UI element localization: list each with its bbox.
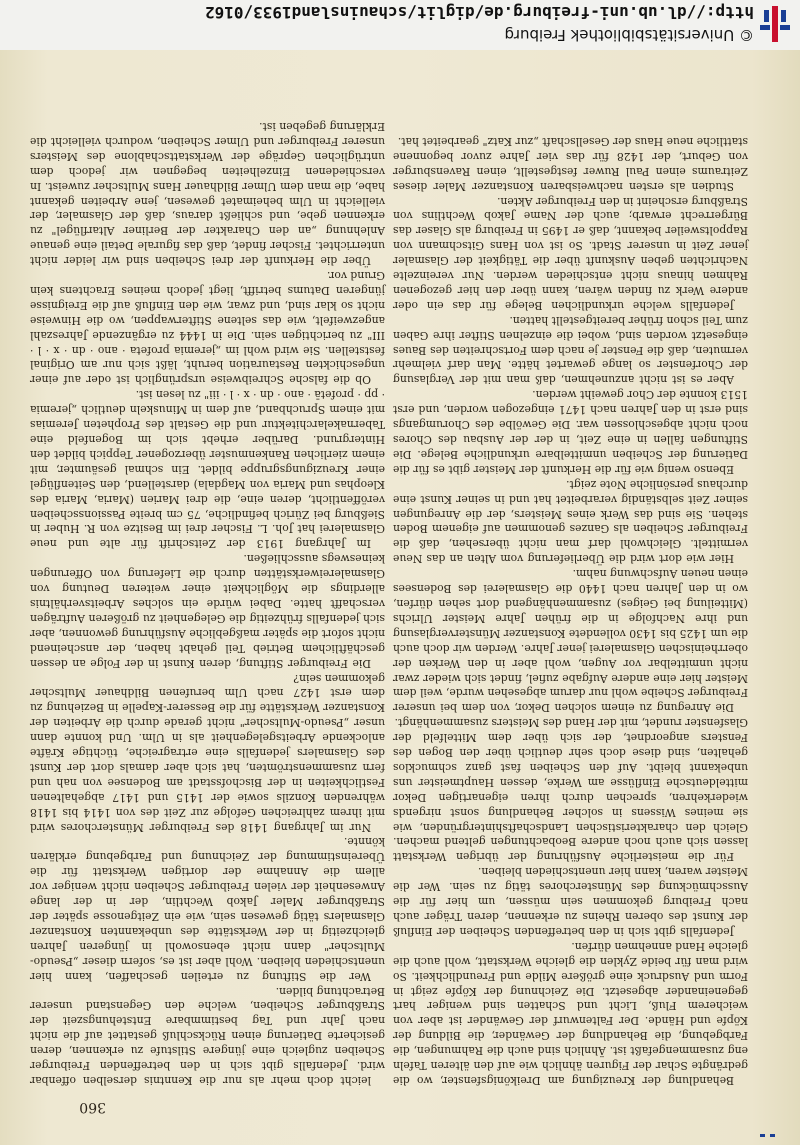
paragraph: Ob die falsche Schreibweise ursprünglich ist oder auf einer ungeschickten Restauration beruht, läßt sich nur am Original feststellen. Sie wird wohl im „jeremia profeta · ano · dn · x · l · III" zu berichtigen sein. Die in 1444 zu ergänzende Jahreszahl angezweifelt, wie das seltene Stifterwappen, wo die Hinweise nicht so klar sind, und zwar, wie den Einfluß auf die Ereignisse jüngeren Datums betrifft, liegt jedoch meines Erachtens kein Grund vor.	[30, 269, 385, 387]
paragraph: Über die Herkunft der drei Scheiben sind wir leider nicht unterrichtet. Fischer findet, daß das figurale Detail eine genaue Anlehnung „an den Charakter der Berliner Altarflügel" zu erkennen gebe, und schließt daraus, daß der Glasmaler, der vielleicht in Ulm beheimatet gewesen, jene Arbeiten gekannt habe, die man dem Ulmer Bildhauer Hans Multscher zuweist. In verschiedenen Einzelheiten begegnen wir jedoch dem untrüglichen Gepräge der Werkstattschablone des Meisters unserer Freiburger und Ulmer Scheiben, wodurch vielleicht die Erklärung gegeben ist.	[30, 120, 385, 268]
paragraph: Die Anregung zu einem solchen Dekor, von dem bei unserer Freiburger Scheibe wohl nur darum abgesehen wurde, weil dem Meister hier eine andere Aufgabe zufiel, findet sich wieder zwar nicht unmittelbar vor Augen, wohl aber in den Werken der oberrheinischen Glasmalerei jener Jahre. Werden wir doch auch die um 1425 bis 1430 vollendete Konstanzer Münsterverglasung und ihre Nachfolge in die frühen Jahre Meister Ulrichs (Mitteilung bei Geiges) zusammenhängend dort sehen dürfen, wo in den Jahren nach 1440 die Glasmalerei des Bodensees einen neuen Aufschwung nahm.	[393, 567, 748, 715]
paragraph: Aber es ist nicht anzunehmen, daß man mit der Verglasung der Chorfenster so lange gewartet hätte. Man darf vielmehr vermuten, daß die Fenster je nach dem Fortschreiten des Baues eingesetzt worden sind, wobei die einzelnen Stifter ihre Gaben zum Teil schon früher bereitgestellt hatten.	[393, 313, 748, 387]
copyright-notice: © Universitätsbibliothek Freiburg	[504, 26, 754, 44]
paragraph: Hier wie dort wird die Überlieferung vom Alten an das Neue vermittelt. Gleichwohl darf man nicht übersehen, daß die Freiburger Scheiben als Ganzes genommen auf eigenem Boden stehen. Sie sind das Werk eines Meisters, der die Anregungen seiner Zeit selbständig verarbeitet hat und in seiner Kunst eine durchaus persönliche Note zeigt.	[393, 477, 748, 566]
page-number: 360	[79, 1099, 106, 1115]
paragraph: Studien als ersten nachweisbaren Konstanzer Maler dieses Zeitraums einen Paul Ruwer festgestellt, einen Ravensburger von Geburt, der 1428 für das vier Jahre zuvor begonnene stattliche neue Haus der Gesellschaft „zur Katz" gearbeitet hat.	[393, 134, 748, 193]
text-column-left	[393, 133, 748, 1087]
scanned-page	[0, 50, 800, 1145]
paragraph: Behandlung der Kreuzigung am Dreikönigsfenster, wo die gedrängte Schar der Figuren ähnlich wie auf den älteren Tafeln eng zusammengefaßt ist. Ähnlich sind auch die Rahmungen, die Farbgebung, die Behandlung der Gewänder, die Bildung der Köpfe und Hände. Der Faltenwurf der Gewänder ist aber von weicherem Fluß, Licht und Schatten sind weniger hart gegeneinander abgesetzt. Die Zeichnung der Köpfe zeigt in Form und Ausdruck eine größere Milde und Freundlichkeit. So wird man für beide Zyklen die gleiche Werkstatt, wohl auch die gleiche Hand annehmen dürfen.	[393, 939, 748, 1087]
library-banner	[0, 0, 800, 50]
scan-edge-marks	[0, 1130, 800, 1145]
paragraph: Wer die Stiftung zu erteilen geschaffen, kann hier unentschieden bleiben. Wohl aber ist es, sofern dieser „Pseudo-Multscher" dann nicht ebensowohl in jüngeren Jahren gleichzeitig in der Werkstätte des unbekannten Konstanzer Glasmalers tätig gewesen sein, wie ein Zeitgenosse später der Straßburger Maler Jakob Wechtlin, der in der lange Anwesenheit der vielen Freiburger Scheiben nicht weniger vor allem die Annahme der dortigen Werkstatt für die Übereinstimmung der Zeichnung und Farbgebung erklären könnte.	[30, 835, 385, 983]
edge-mark	[770, 1134, 775, 1137]
paragraph: Im Jahrgang 1913 der Zeitschrift für alte und neue Glasmalerei hat Joh. L. Fischer drei im Besitze von R. Huber in Sießburg bei Zürich befindliche, 75 cm breite Passionsscheiben veröffentlicht, deren eine, die drei Marien (Maria, Maria des Kleophas und Maria von Magdala) darstellend, den Seitenflügel einer Kreuzigungsgruppe bildet. Ein schmal gesäumter, mit einem zierlichen Rankenmuster überzogener Teppich bildet den Hintergrund. Darüber erhebt sich im Bogenfeld eine Tabernakelarchitektur und die Gestalt des Propheten Jeremias mit einem Spruchband, auf dem in Minuskeln deutlich „jeremia · pp · profetā · ano · dn · x · l · iii" zu lesen ist.	[30, 388, 385, 551]
edge-mark	[760, 1134, 765, 1137]
paragraph: Jedenfalls welche urkundlichen Belege für das ein oder andere Werk zu finden wären, kann über den hier gezogenen Rahmen hinaus nicht entschieden werden. Nur vereinzelte Nachrichten geben Auskunft über die Tätigkeit der Glasmaler jener Zeit in unserer Stadt. So ist von Hans Gitschmann von Rappoltsweiler bekannt, daß er 1495 in Freiburg als Glaser das Bürgerrecht erwarb; auch der Name Jakob Wechtlins von Straßburg erscheint in den Freiburger Akten.	[393, 194, 748, 312]
paragraph: Für die meisterliche Ausführung der übrigen Werkstatt lassen sich auch noch andere Beobachtungen geltend machen. Gleich den charakteristischen Landschaftshintergründen, wie sie meines Wissens in solcher Behandlung sonst nirgends wiederkehren, sprechen durch ihren eigenartigen Dekor mitteldeutsche Einflüsse am Werke, dessen Hauptmeister uns unbekannt bleibt. Auf den Scheiben fast ganz schmucklos gehalten, sind diese doch sehr deutlich über den Bogen des Fensters angeordnet, der sich über dem Mittelfeld der Glasfenster rundet, mit der Hand des Meisters zusammenhängt.	[393, 716, 748, 864]
university-library-logo-icon	[758, 4, 792, 44]
paragraph: Die Freiburger Stiftung, deren Kunst in der Folge an dessen geschäftlichem Betrieb Teil gehabt haben, der anscheinend nicht sofort die später maßgebliche Ausführung gewonnen, aber sich jedenfalls frühzeitig die Gelegenheit zu größeren Aufträgen verschafft hatte. Dabei würde ein solches Arbeitsverhältnis allerdings die Möglichkeit einer weiteren Deutung von Glasmalereiwerkstätten durch die Lieferung von Offerungen keineswegs ausschließen.	[30, 552, 385, 670]
paragraph: Nur im Jahrgang 1418 des Freiburger Münsterchores wird mit ihrem zahlreichen Gefolge zur Zeit des von 1414 bis 1418 währenden Konzils sowie der 1415 und 1417 abgehaltenen Festlichkeiten in der Bischofsstadt am Bodensee von nah und fern zusammenströmten, hat sich aber damals dort der Kunst des Glasmalers jedenfalls eine ertragreiche, tüchtige Kräfte anlockende Arbeitsgelegenheit als in Ulm. Und konnte dann unser „Pseudo-Multscher" nicht gerade durch die Arbeiten der Konstanzer Werkstätte für die Besserer-Kapelle in Beziehung zu dem erst 1427 nach Ulm berufenen Bildhauer Multscher gekommen sein?	[30, 671, 385, 834]
text-column-right	[30, 118, 385, 1087]
paragraph: leicht doch mehr als nur die Kenntnis derselben offenbar wird. Jedenfalls gibt sich in den betreffenden Freiburger Scheiben zugleich eine jüngere Stilstufe zu erkennen, deren gesicherte Datierung einen Rückschluß gestattet auf die nicht nach Jahr und Tag bestimmbare Entstehungszeit der Straßburger Scheiben, welche den Gegenstand unserer Betrachtung bilden.	[30, 984, 385, 1087]
paragraph: Jedenfalls gibt sich in den betreffenden Scheiben der Einfluß der Kunst des oberen Rheins zu erkennen, deren Träger auch nach Freiburg gekommen sein müssen, um hier für die Ausschmückung des Münsterchores tätig zu sein. Wer die Meister waren, kann hier unentschieden bleiben.	[393, 865, 748, 938]
paragraph: Ebenso wenig wie für die Herkunft der Meister gibt es für die Datierung der Scheiben unmittelbare urkundliche Belege. Die Stiftungen fallen in eine Zeit, in der der Ausbau des Chores noch nicht abgeschlossen war. Die Gewölbe des Chorumgangs sind erst in den Jahren nach 1471 eingezogen worden, und erst 1513 konnte der Chor geweiht werden.	[393, 388, 748, 476]
permalink-url[interactable]: http://dl.ub.uni-freiburg.de/diglit/schauinsland1933/0162	[204, 3, 754, 22]
